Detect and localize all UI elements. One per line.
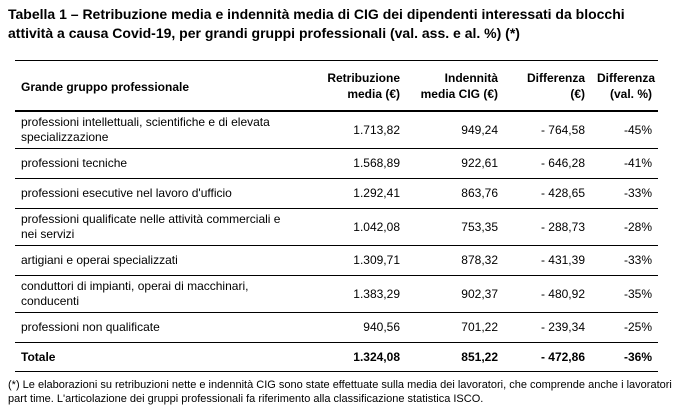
table-row [15,209,658,246]
total-label: Totale [15,343,305,372]
table-row [15,246,658,276]
footnote: (*) Le elaborazioni su retribuzioni nette e indennità CIG sono state effettuate sulla media dei lavoratori, che comprende anche i lavoratori part time. L'articolazione dei gruppi professionali fa riferimento alla classificazione statistica ISCO. [8,379,672,405]
cell-retribuzione: 1.383,29 [305,276,406,313]
cell-differenza: - 646,28 [504,149,591,179]
cell-retribuzione: 1.042,08 [305,209,406,246]
table-row [15,149,658,179]
cell-retribuzione: 1.713,82 [305,111,406,149]
cell-group: professioni intellettuali, scientifiche e di elevata specializzazione [15,111,305,149]
cell-indennita: 902,37 [406,276,504,313]
cell-differenza-pct: -33% [591,179,658,209]
table-row [15,313,658,343]
total-differenza-pct: -36% [591,343,658,372]
cell-differenza: - 431,39 [504,246,591,276]
total-row [15,343,658,372]
cell-retribuzione: 1.309,71 [305,246,406,276]
cell-group: artigiani e operai specializzati [15,246,305,276]
cell-differenza: - 428,65 [504,179,591,209]
cell-differenza-pct: -28% [591,209,658,246]
cell-group: professioni non qualificate [15,313,305,343]
header-differenza-pct-line2: (val. %) [609,87,652,101]
total-retribuzione: 1.324,08 [305,343,406,372]
header-retribuzione-line1: Retribuzione [327,71,400,85]
header-row [15,61,658,112]
data-table [15,60,658,372]
table-row [15,276,658,313]
table-title: Tabella 1 – Retribuzione media e indennità media di CIG dei dipendenti interessati da blocchi attività a causa Covid-19, per grandi gruppi professionali (val. ass. e al. %) (*) [8,6,625,41]
header-indennita-line1: Indennità [444,71,498,85]
cell-retribuzione: 1.568,89 [305,149,406,179]
cell-indennita: 863,76 [406,179,504,209]
header-indennita [406,61,504,112]
table-row [15,179,658,209]
header-differenza-pct [591,61,658,112]
cell-retribuzione: 940,56 [305,313,406,343]
cell-group: professioni tecniche [15,149,305,179]
cell-retribuzione: 1.292,41 [305,179,406,209]
cell-differenza-pct: -25% [591,313,658,343]
cell-group: conduttori di impianti, operai di macchinari, conducenti [15,276,305,313]
header-group: Grande gruppo professionale [15,61,305,112]
header-differenza-eur: Differenza (€) [504,61,591,112]
header-retribuzione-line2: media (€) [347,87,400,101]
cell-differenza-pct: -35% [591,276,658,313]
cell-indennita: 922,61 [406,149,504,179]
cell-differenza: - 764,58 [504,111,591,149]
cell-differenza: - 239,34 [504,313,591,343]
cell-indennita: 949,24 [406,111,504,149]
cell-differenza: - 480,92 [504,276,591,313]
cell-differenza: - 288,73 [504,209,591,246]
cell-group: professioni esecutive nel lavoro d'ufficio [15,179,305,209]
cell-indennita: 878,32 [406,246,504,276]
cell-differenza-pct: -33% [591,246,658,276]
cell-indennita: 753,35 [406,209,504,246]
total-differenza: - 472,86 [504,343,591,372]
cell-indennita: 701,22 [406,313,504,343]
total-indennita: 851,22 [406,343,504,372]
cell-group: professioni qualificate nelle attività commerciali e nei servizi [15,209,305,246]
table-row [15,111,658,149]
cell-differenza-pct: -45% [591,111,658,149]
header-differenza-pct-line1: Differenza [597,71,656,85]
cell-differenza-pct: -41% [591,149,658,179]
header-indennita-line2: media CIG (€) [420,87,498,101]
header-retribuzione [305,61,406,112]
